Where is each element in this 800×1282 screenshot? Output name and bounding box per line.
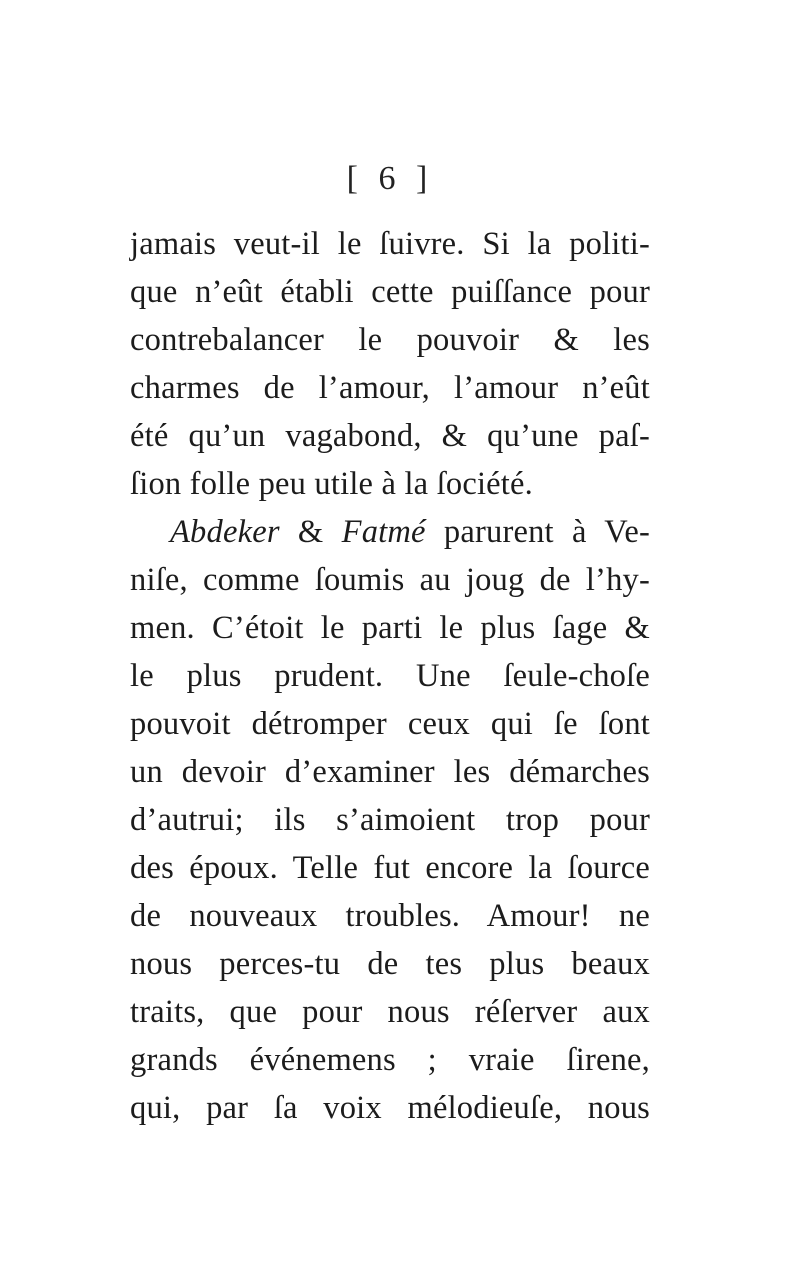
text-line: le plus prudent. Une ſeule-choſe	[130, 658, 650, 694]
text-line: un devoir d’examiner les démarches	[130, 754, 650, 790]
text-line: men. C’étoit le parti le plus ſage &	[130, 610, 650, 646]
text-line-fragment: parurent à Ve-	[443, 514, 650, 550]
text-line: charmes de l’amour, l’amour n’eût	[130, 370, 650, 406]
text-line: ſion folle peu utile à la ſociété.	[130, 466, 533, 502]
text-line: d’autrui; ils s’aimoient trop pour	[130, 802, 650, 838]
ampersand: &	[297, 514, 324, 550]
body-text	[130, 220, 650, 1132]
text-line: grands événemens ; vraie ſirene,	[130, 1042, 650, 1078]
text-line: pouvoit détromper ceux qui ſe ſont	[130, 706, 650, 742]
text-line: de nouveaux troubles. Amour! ne	[130, 898, 650, 934]
text-line: des époux. Telle fut encore la ſource	[130, 850, 650, 886]
name-abdeker: Abdeker	[170, 514, 280, 550]
text-line: contrebalancer le pouvoir & les	[130, 322, 650, 358]
name-fatme: Fatmé	[341, 514, 426, 550]
text-line: jamais veut-il le ſuivre. Si la politi-	[130, 226, 650, 262]
paragraph-start-line	[130, 508, 650, 556]
text-line: que n’eût établi cette puiſſance pour	[130, 274, 650, 310]
page-number: [ 6 ]	[346, 160, 434, 197]
text-line: niſe, comme ſoumis au joug de l’hy-	[130, 562, 650, 598]
text-line: qui, par ſa voix mélodieuſe, nous	[130, 1090, 650, 1126]
text-line: traits, que pour nous réſerver aux	[130, 994, 650, 1030]
text-line: été qu’un vagabond, & qu’une paſ-	[130, 418, 650, 454]
text-line: nous perces-tu de tes plus beaux	[130, 946, 650, 982]
